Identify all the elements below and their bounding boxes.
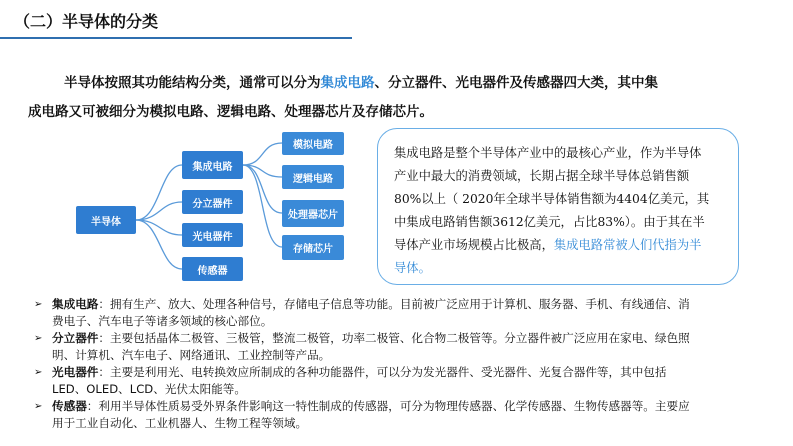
node-memory: 存储芯片 (282, 235, 344, 260)
callout-text: 导体产业市场规模占比极高， (394, 238, 554, 252)
bullet-line (52, 296, 780, 313)
bullet-line (52, 330, 780, 347)
intro-text: 、分立器件、光电器件及传感器四大类，其中集 (374, 75, 658, 91)
intro-line-1 (28, 69, 718, 98)
callout-highlight-line: 导体。 (394, 261, 431, 275)
bullet-opto (34, 364, 780, 398)
callout-line: 产业中最大的消费领域，长期占据全球半导体总销售额 (394, 169, 690, 183)
bullet-line: 费电子、汽车电子等诸多领域的核心部位。 (52, 314, 273, 328)
bullet-text: ：主要包括晶体二极管、三极管，整流二极管，功率二极管、化合物二极管等。分立器件被广泛应用在家电、绿色照 (98, 331, 690, 345)
intro-paragraph (28, 69, 718, 127)
bullet-text: ：利用半导体性质易受外界条件影响这一特性制成的传感器，可分为物理传感器、化学传感器、生物传感器等。主要应 (86, 399, 690, 413)
category-bullet-list (34, 296, 780, 432)
bullet-term: 传感器 (52, 399, 87, 413)
bullet-line (52, 364, 780, 381)
bullet-line: LED、OLED、LCD、光伏太阳能等。 (52, 382, 246, 396)
arrow-bullet-icon: ➢ (34, 333, 43, 344)
ic-callout-box (377, 128, 739, 285)
node-opto: 光电器件 (182, 223, 243, 247)
callout-highlight: 集成电路常被人们代指为半 (553, 238, 702, 252)
bullet-discrete (34, 330, 780, 364)
classification-diagram (60, 125, 360, 295)
bullet-term: 光电器件 (52, 365, 99, 379)
bullet-ic (34, 296, 780, 330)
node-root: 半导体 (76, 206, 136, 234)
bullet-line: 明、计算机、汽车电子、网络通讯、工业控制等产品。 (52, 348, 331, 362)
bullet-sensor (34, 398, 780, 432)
node-ic: 集成电路 (182, 151, 243, 179)
node-processor: 处理器芯片 (282, 200, 344, 227)
callout-line: 集成电路是整个半导体产业中的最核心产业，作为半导体 (394, 146, 702, 160)
connector-root-discrete (136, 202, 182, 220)
bullet-text: ：主要是利用光、电转换效应所制成的各种功能器件，可以分为发光器件、受光器件、光复合器件等，其中包括 (98, 365, 667, 379)
callout-line (394, 234, 726, 257)
intro-text: 半导体按照其功能结构分类，通常可以分为 (64, 75, 321, 91)
bullet-text: ：拥有生产、放大、处理各种信号，存储电子信息等功能。目前被广泛应用于计算机、服务器、手机、有线通信、消 (98, 297, 690, 311)
arrow-bullet-icon: ➢ (34, 299, 43, 310)
callout-line: 中集成电路销售额3612亿美元，占比83%）。由于其在半 (394, 215, 705, 229)
bullet-term: 分立器件 (52, 331, 99, 345)
bullet-term: 集成电路 (52, 297, 99, 311)
bullet-line (52, 398, 780, 415)
node-sensor: 传感器 (182, 257, 243, 281)
intro-line-2: 成电路又可被细分为模拟电路、逻辑电路、处理器芯片及存储芯片。 (28, 104, 433, 120)
node-discrete: 分立器件 (182, 190, 243, 214)
node-analog: 模拟电路 (282, 132, 344, 155)
arrow-bullet-icon: ➢ (34, 367, 43, 378)
connector-ic-analog (243, 143, 282, 165)
arrow-bullet-icon: ➢ (34, 401, 43, 412)
intro-highlight: 集成电路 (320, 75, 375, 91)
bullet-line: 用于工业自动化、工业机器人、生物工程等领域。 (52, 416, 308, 430)
node-logic: 逻辑电路 (282, 165, 344, 189)
callout-line: 80%以上（ 2020年全球半导体销售额为4404亿美元，其 (394, 192, 710, 206)
section-title: （二）半导体的分类 (14, 12, 159, 31)
title-underline (0, 37, 352, 39)
